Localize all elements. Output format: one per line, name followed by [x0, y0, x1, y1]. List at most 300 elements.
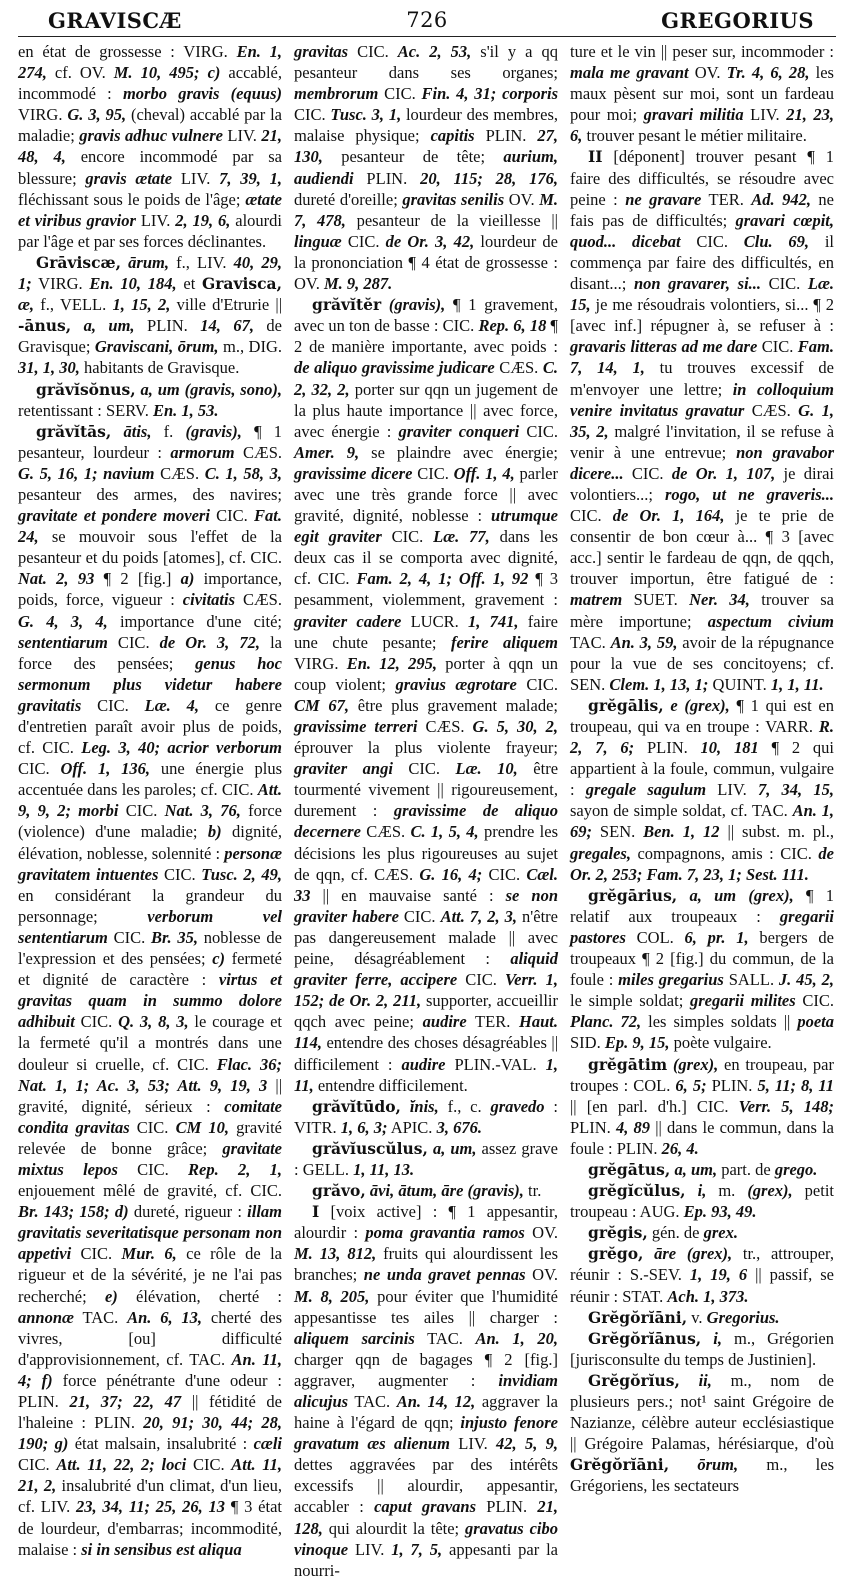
citation-text: Fam. 7, 14, 1, [570, 337, 835, 378]
citation-text: ne unda gravet pennas [363, 1265, 526, 1285]
entry-text: CIC. [209, 506, 255, 526]
entry-text: CIC. [398, 906, 441, 926]
citation-text: comitate condita gravitas [18, 1096, 282, 1137]
entry-text: CIC. [516, 674, 558, 694]
citation-text: 5, 11; 8, 11 [757, 1075, 834, 1095]
citation-text: Br. 35, [151, 927, 199, 947]
citation-text: An. 3, 59, [610, 632, 678, 652]
entry-text: se plaindre avec énergie; [359, 442, 558, 462]
citation-text: 42, 5, 9, [496, 1434, 558, 1454]
entry-text: CÆS. [234, 442, 283, 462]
entry-text: SID. [570, 1033, 605, 1053]
entry-text: dureté d'oreille; [294, 189, 403, 209]
citation-text: gravitate et pondere moveri [18, 506, 210, 526]
dictionary-entry [570, 1159, 834, 1180]
dictionary-entry [570, 1328, 834, 1370]
citation-text: En. 12, 295, [346, 653, 438, 673]
entry-text: ce genre d'entretien paraît avoir plus de poids, cf. CIC. [18, 695, 282, 758]
entry-text: CIC. [186, 1455, 232, 1475]
citation-text: personæ gravitatem intuentes [18, 843, 282, 884]
citation-text: 3, 676. [436, 1117, 482, 1137]
entry-text: compagnons, amis : CIC. [630, 843, 819, 863]
entry-text: être plus gravement malade; [349, 695, 558, 715]
entry-text: retentissant : SERV. [18, 400, 153, 420]
citation-text: Gregorius. [706, 1307, 780, 1327]
citation-text: Læ. 77, [433, 527, 490, 547]
citation-text: M. 13, 812, [294, 1244, 377, 1264]
entry-text: CIC. [107, 927, 152, 947]
citation-text: 4, 89 [615, 1117, 651, 1137]
entry-text: pesanteur de la vieillesse || [345, 210, 558, 230]
citation-text: grego. [774, 1159, 818, 1179]
citation-text: corporis [502, 84, 558, 104]
entry-text: petit troupeau : AUG. [570, 1181, 835, 1222]
entry-text: CIC. [348, 42, 398, 61]
entry-text: ¶ 2 [fig.] [94, 569, 181, 589]
entry-text: éprouver la plus violente frayeur; [294, 738, 558, 758]
text-columns [18, 41, 836, 1580]
citation-text: graviter conqueri [398, 421, 520, 441]
entry-text: v. [687, 1307, 707, 1327]
citation-text: b) [207, 822, 222, 842]
citation-text: Amer. 9, [294, 442, 360, 462]
citation-text: Læ. 10, [455, 759, 518, 779]
entry-text: [voix active] : ¶ 1 appesantir, alourdir : [294, 1202, 558, 1243]
entry-text: ¶ 2 qui appartient à la foule, commun, vulgaire : [570, 738, 835, 800]
dictionary-entry [294, 294, 558, 1096]
citation-text: Verr. 1, 152; de Or. 2, 211, [294, 970, 559, 1011]
entry-text: TAC. [414, 1328, 476, 1348]
entry-text: CIC. [412, 463, 454, 483]
citation-text: 1, 11, 13. [353, 1159, 415, 1179]
entry-text: OV. [688, 63, 727, 83]
entry-text: VIRG. [18, 105, 68, 125]
citation-text: a) [180, 569, 195, 589]
entry-text: entendre des choses désagréables || difficilement : [294, 1033, 558, 1074]
citation-text: ferire aliquem [450, 632, 558, 652]
citation-text: Tr. 4, 6, 28, [726, 63, 810, 83]
entry-text: LIV. [222, 126, 262, 146]
citation-text: ne gravare [625, 189, 702, 209]
citation-text: civitatis [182, 590, 236, 610]
headword: grĕgĭcŭlus, [588, 1181, 686, 1201]
citation-text: a, um, [83, 316, 135, 336]
citation-text: 31, 1, 30, [18, 358, 80, 378]
entry-continuation [570, 41, 834, 146]
citation-text: grex. [703, 1223, 738, 1243]
entry-text: CIC. [761, 274, 808, 294]
entry-text: CÆS. [417, 717, 473, 736]
entry-text: || passif, se réunir : STAT. [570, 1265, 834, 1306]
citation-text: 7, 39, 1, [219, 168, 282, 188]
entry-text: sayon de simple soldat, cf. TAC. [570, 801, 793, 821]
entry-text: alourdi par l'âge et par ses forces déclinantes. [18, 210, 282, 251]
citation-text: poma gravantia ramos [365, 1223, 525, 1243]
entry-text: force pénétrante d'une odeur : PLIN. [18, 1370, 283, 1411]
dictionary-entry [570, 1307, 834, 1328]
entry-text: PLIN. [134, 316, 201, 336]
citation-text: ĭnis, [409, 1096, 439, 1116]
citation-text: ii, [698, 1370, 712, 1390]
entry-text: malgré l'invitation, il se refuse à venir à une entrevue; [570, 421, 835, 462]
entry-text [686, 1181, 698, 1200]
entry-text: et [176, 274, 203, 294]
entry-text: CIC. [570, 506, 613, 526]
citation-text: gravissime dicere [294, 463, 413, 483]
entry-text: dettes aggravées par des intérêts excessifs || alourdir, appesantir, accabler : [294, 1455, 558, 1517]
entry-text: LIV. [449, 1434, 497, 1454]
entry-text: PLIN. [706, 1075, 758, 1095]
headword: grĕgārius, [588, 885, 678, 905]
entry-text: fruits qui alourdissent les branches; [294, 1244, 558, 1285]
entry-text: CIC. [795, 991, 835, 1011]
entry-text: SALL. [723, 970, 779, 990]
citation-text: i, [713, 1328, 722, 1348]
entry-text: CIC. [129, 1117, 176, 1137]
citation-text: e (grex), [670, 695, 730, 715]
entry-text: avoir de la répugnance pour la vue de ses concitoyens; cf. SEN. [570, 632, 834, 694]
citation-text: de Or. 1, 107, [671, 463, 776, 483]
entry-text: charger qqn de bagages ¶ 2 [fig.] aggraver, augmenter : [294, 1349, 558, 1390]
entry-text: CIC. [381, 527, 434, 547]
entry-text: TER. [466, 1012, 520, 1032]
page-number: 726 [406, 8, 448, 32]
citation-text: gravissime de aliquo decernere [294, 801, 558, 842]
entry-text: aggraver la haine à l'égard de qqn; [294, 1392, 558, 1433]
citation-text: 1, 11, [294, 1054, 558, 1095]
citation-text: 40, 29, 1; [18, 252, 283, 294]
entry-text: CIC. [118, 801, 165, 821]
entry-text: f. [151, 421, 186, 441]
citation-text: a, um (gravis, sono), [140, 379, 282, 399]
citation-text: sententiarum [18, 632, 108, 652]
citation-text: Fat. 24, [18, 506, 282, 547]
citation-text: Att. 9, 9, 2; [18, 780, 282, 821]
citation-text: (gravis), [185, 421, 242, 441]
citation-text: Ben. 1, 12 [643, 822, 720, 842]
citation-text: se non graviter habere [294, 885, 558, 926]
entry-text: CIC. [680, 231, 744, 251]
citation-text: audire [422, 1012, 467, 1032]
citation-text: En. 1, 274, [18, 42, 282, 83]
headword: I [312, 1202, 320, 1222]
citation-text: Planc. 72, [570, 1012, 642, 1032]
headword: grĕgālis, [588, 695, 664, 715]
citation-text: invidiam alicujus [294, 1370, 558, 1411]
citation-text: f) [41, 1370, 53, 1390]
dictionary-entry [294, 1138, 558, 1180]
entry-text: ce rôle de la rigueur et de la sévérité, je ne l'ai pas recherché; [18, 1244, 283, 1306]
entry-text: OV. [524, 1223, 558, 1243]
dictionary-entry [294, 1096, 558, 1138]
citation-text: G. 1, 35, 2, [570, 400, 835, 441]
entry-text: se mouvoir sous l'effet de la pesanteur et du poids [atomes], cf. CIC. [18, 527, 282, 568]
citation-text: utrumque egit graviter [294, 506, 558, 547]
citation-text: Tusc. 2, 49, [201, 864, 282, 884]
headword: Grĕgŏrĭus, [588, 1370, 680, 1390]
entry-text: entendre difficilement. [313, 1075, 468, 1095]
citation-text: navium [103, 463, 155, 483]
entry-text: LIV. [706, 780, 758, 800]
dictionary-entry [294, 1201, 558, 1581]
entry-text: je te prie de consentir de bon cœur à... ¶ 3 [avec acc.] sentir le fardeau de qqn, de qqch, trouver importun, être fatigué de : [570, 506, 834, 589]
entry-text: f., c. [438, 1096, 491, 1116]
entry-text: état malsain, insalubrité : [68, 1434, 254, 1454]
dictionary-entry [570, 146, 834, 694]
headword: grăvĭtĕr [312, 295, 382, 315]
entry-text: porter sur qqn un jugement de la plus haute importance || avec force, avec énergie : [294, 379, 559, 441]
citation-text: 21, 128, [294, 1497, 558, 1538]
citation-text: gravari militia [643, 105, 744, 125]
dictionary-entry [570, 695, 834, 885]
entry-text: s'il y a qq pesanteur dans ses organes; [294, 42, 558, 83]
citation-text: Nat. 2, 93 [18, 569, 95, 589]
citation-text: M. 8, 205, [294, 1286, 370, 1306]
dictionary-entry [570, 1222, 834, 1243]
citation-text: M. 7, 478, [294, 189, 558, 230]
entry-text: LUCR. [401, 611, 468, 631]
citation-text: An. 14, 12, [396, 1392, 476, 1411]
citation-text: matrem [570, 590, 623, 610]
headword: grĕgātim [588, 1054, 668, 1074]
citation-text: loci [161, 1455, 187, 1475]
citation-text: c) [212, 949, 226, 969]
headword: grĕgo, [588, 1244, 644, 1264]
citation-text: cæli [253, 1434, 283, 1454]
citation-text: 1, 6, 3; [340, 1117, 388, 1137]
citation-text: G. 4, 3, 4, [18, 611, 108, 631]
entry-text: ¶ 1 relatif aux troupeaux : [570, 885, 835, 926]
entry-text: PLIN. [634, 738, 701, 758]
entry-text: ¶ 1 qui est en troupeau, qui va en troupe : VARR. [570, 695, 835, 736]
entry-text: être tourmenté vivement || rigoureusement, durement : [294, 759, 559, 821]
entry-text: CÆS. [360, 822, 411, 842]
entry-text: CIC. [482, 864, 527, 884]
dictionary-entry [294, 1180, 558, 1201]
citation-text: Clu. 69, [743, 231, 810, 251]
citation-text: injusto fenore gravatum æs alienum [294, 1413, 558, 1454]
citation-text: Att. 11, 22, 2; [56, 1455, 155, 1475]
citation-text: 21, 23, 6, [570, 105, 834, 146]
citation-text: de Or. 3, 42, [385, 231, 475, 251]
entry-text: : VITR. [294, 1096, 558, 1137]
citation-text: graviter angi [294, 759, 393, 779]
citation-text: 7, 34, 15, [757, 780, 834, 800]
citation-text: Ep. 93, 49. [683, 1202, 757, 1222]
citation-text: ātis, [123, 421, 152, 441]
citation-text: Fin. 4, 31; [421, 84, 497, 104]
entry-text: LIV. [743, 105, 787, 125]
citation-text: gravatus cibo vinoque [294, 1518, 558, 1559]
citation-text: CM 10, [175, 1117, 230, 1137]
entry-text: en considérant la grandeur du personnage; [18, 885, 282, 926]
citation-text: Q. 3, 8, 3, [118, 1012, 189, 1032]
entry-text: accablé, incommodé : [18, 63, 283, 104]
entry-text: || fétidité de l'haleine : PLIN. [18, 1392, 282, 1433]
headword: grăvĭtās, [36, 421, 112, 441]
entry-text: habitants de Gravisque. [79, 358, 240, 378]
headword: grĕgis, [588, 1223, 648, 1243]
entry-text: m., DIG. [218, 337, 282, 357]
entry-text: élévation, cherté : [117, 1286, 282, 1306]
citation-text: ōrum, [697, 1455, 739, 1475]
entry-text: f., VELL. [34, 295, 113, 315]
citation-text: graviter cadere [294, 611, 402, 631]
headword: grăvĭsŏnus, [36, 379, 136, 399]
entry-text: CIC. [18, 1455, 57, 1475]
entry-text: parler avec une très grande force || avec gravité, dignité, noblesse : [294, 463, 558, 526]
entry-text: encore incommodé par sa blessure; [18, 147, 283, 188]
entry-text: (cheval) accablé par la maladie; [18, 105, 282, 146]
headword: Grĕgŏrĭānus, [588, 1328, 702, 1348]
citation-text: 26, 4. [661, 1138, 699, 1158]
citation-text: rogo, ut ne graveris... [664, 484, 834, 504]
entry-text: cherté des vivres, [ou] difficulté d'approvisionnement, cf. TAC. [18, 1307, 282, 1369]
entry-text: ¶ 1 gravement, avec un ton de basse : CIC. [294, 295, 558, 336]
citation-text: gravius ægrotare [395, 674, 517, 694]
entry-text: || dans le commun, dans la foule : PLIN. [570, 1117, 835, 1158]
entry-text: gén. de [647, 1223, 704, 1243]
entry-text: PLIN. [353, 168, 421, 188]
citation-text: 1, 741, [467, 611, 519, 631]
entry-text: importance, poids, force, vigueur : [18, 569, 283, 610]
entry-text [643, 1244, 654, 1263]
entry-text: CIC. [392, 759, 456, 779]
citation-text: 1, 15, 2, [112, 295, 171, 315]
citation-text: morbi [78, 801, 119, 821]
citation-text: miles gregarius [618, 970, 724, 990]
entry-text: ¶ 3 état de lourdeur, d'embarras; incommodité, malaise : [18, 1497, 282, 1559]
citation-text: Rep. 6, 18 [478, 316, 547, 336]
entry-text: CIC. [158, 864, 202, 884]
citation-text: gregale sagulum [585, 780, 707, 800]
entry-text: faire une chute pesante; [294, 611, 558, 652]
citation-text: Clem. 1, 13, 1; [609, 674, 709, 694]
citation-text: e) [104, 1286, 118, 1306]
citation-text: a, um, [674, 1159, 718, 1179]
citation-text: Verr. 5, 148; [738, 1096, 834, 1116]
citation-text: En. 1, 53. [152, 400, 219, 420]
column-1 [18, 41, 283, 1559]
citation-text: poeta [797, 1012, 834, 1032]
entry-text: part. de [717, 1159, 775, 1179]
entry-text: CIC. [341, 231, 386, 251]
citation-text: Off. 1, 136, [60, 759, 151, 779]
entry-text [677, 886, 689, 905]
entry-text: une énergie plus accentuée dans les paroles; cf. CIC. [18, 759, 282, 800]
entry-text: CÆS. [744, 400, 799, 420]
citation-text: Ad. 942, [751, 189, 811, 209]
citation-text: in colloquium venire invitatus gravatur [570, 379, 834, 420]
headword: Grĕgŏrĭāni, [570, 1455, 670, 1475]
citation-text: C. 2, 32, 2, [294, 358, 559, 399]
citation-text: Leg. 3, 40; [81, 738, 161, 758]
header-right-guideword: GREGORIUS [661, 8, 814, 33]
citation-text: G. 3, 95, [67, 105, 127, 125]
citation-text: Rep. 2, 1, [188, 1159, 282, 1179]
citation-text: 23, 34, 11; 25, 26, 13 [76, 1497, 226, 1517]
entry-text: CIC. [294, 105, 331, 125]
entry-text: m., Grégorien [jurisconsulte du temps de Justinien]. [570, 1328, 834, 1369]
citation-text: aliquid graviter ferre, accipere [294, 949, 558, 990]
citation-text: gravari cœpit, quod... dicebat [570, 210, 834, 251]
entry-text: OV. [504, 189, 540, 209]
entry-text: tr., attrouper, réunir : S.-SEV. [570, 1244, 834, 1285]
entry-text [701, 1329, 713, 1348]
citation-text: d) [114, 1202, 129, 1222]
entry-text: f., LIV. [168, 252, 234, 272]
entry-continuation [18, 41, 282, 252]
entry-text: ture et le vin || peser sur, incommoder : [570, 42, 834, 61]
citation-text: capitis [430, 126, 475, 146]
citation-text: annonæ [18, 1307, 74, 1327]
entry-text: m., les Grégoriens, les sectateurs [570, 1455, 835, 1496]
citation-text: An. 6, 13, [127, 1307, 203, 1327]
citation-text: acrior verborum [167, 738, 283, 758]
entry-text: VIRG. [294, 653, 347, 673]
headword: grăvĭtūdo, [312, 1096, 401, 1116]
entry-text: LIV. [172, 168, 220, 188]
citation-text: 20, 91; 30, 44; 28, 190; [18, 1413, 282, 1454]
citation-text: G. 5, 30, 2, [472, 717, 558, 736]
entry-text [71, 316, 83, 335]
header-left-guideword: GRAVISCÆ [48, 8, 182, 33]
entry-text: OV. [525, 1265, 558, 1285]
citation-text: 1, 7, 5, [391, 1539, 443, 1559]
citation-text: æ, [18, 295, 35, 315]
entry-text: || [en parl. d'h.] CIC. [570, 1096, 739, 1116]
citation-text: Tusc. 3, 1, [330, 105, 402, 125]
entry-text: SUET. [622, 590, 690, 610]
citation-text: 20, 115; 28, 176, [420, 168, 558, 188]
entry-text: ville d'Etrurie || [170, 295, 282, 315]
citation-text: (gravis), [388, 295, 446, 315]
entry-text: le simple soldat; [570, 991, 690, 1011]
entry-text: gravité relevée de bonne grâce; [18, 1117, 282, 1158]
entry-text: SEN. [592, 822, 644, 842]
entry-text: TAC. [570, 632, 611, 652]
citation-text: de aliquo gravissime judicare [294, 358, 495, 378]
citation-text: 2, 19, 6, [175, 210, 231, 230]
entry-text: COL. [625, 927, 685, 947]
entry-text: importance d'une cité; [107, 611, 282, 631]
entry-text: il commença par faire des difficultés, en disant...; [570, 231, 834, 294]
citation-text: 6, 5; [675, 1075, 707, 1095]
entry-text: QUINT. [708, 674, 771, 694]
citation-text: Fam. 2, 4, 1; Off. 1, 92 [356, 569, 529, 589]
entry-text: en troupeau, par troupes : COL. [570, 1054, 834, 1095]
citation-text: Læ. 4, [144, 695, 199, 715]
entry-text: pour éviter que l'humidité appesantisse tes ailes || charger : [294, 1286, 558, 1327]
headword: grăvĭuscŭlus, [312, 1138, 428, 1158]
entry-text: les simples soldats || [641, 1012, 798, 1032]
citation-text: gravis ætate [85, 168, 173, 188]
entry-text: lourdeur des membres, malaise physique; [294, 105, 558, 146]
citation-text: illam gravitatis severitatisque personam non appetivi [18, 1202, 282, 1264]
entry-text: || en mauvaise santé : [310, 885, 506, 905]
entry-text: CÆS. [154, 463, 205, 483]
entry-text: CIC. [519, 421, 558, 441]
entry-text: enjouement mêlé de gravité, cf. CIC. [18, 1181, 282, 1201]
citation-text: ætate et viribus gravior [18, 189, 282, 230]
entry-text: bergers de troupeaux ¶ 2 [fig.] du commun, de la foule : [570, 927, 835, 990]
citation-text: gregarii milites [689, 991, 796, 1011]
entry-text: m. [706, 1181, 748, 1201]
dictionary-entry [18, 421, 282, 1560]
citation-text: gravedo [490, 1096, 545, 1116]
citation-text: (grex), [672, 1054, 719, 1074]
entry-text: je dirai volontiers...; [570, 463, 834, 504]
